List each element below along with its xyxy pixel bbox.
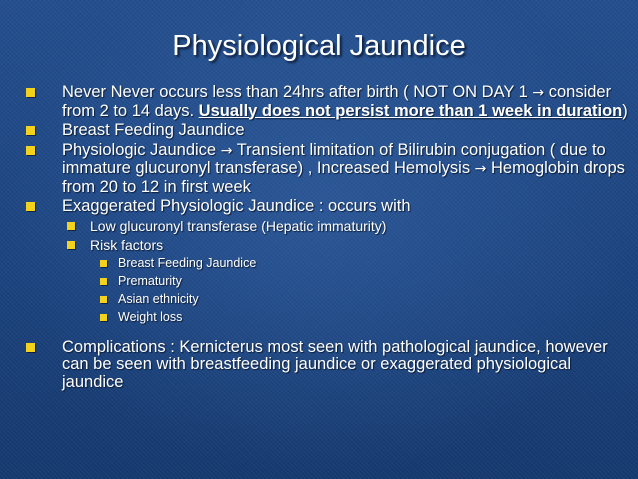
list-item-exaggerated [22, 198, 634, 216]
list-item-breast-feeding [22, 122, 634, 140]
risk-asian-ethnicity-text: Asian ethnicity [118, 291, 199, 306]
risk-item-asian-ethnicity [22, 292, 634, 307]
bullet-list [22, 84, 634, 393]
breast-feeding-text: Breast Feeding Jaundice [62, 121, 245, 139]
physiologic-cause-text: Transient limitation of Bilirubin conjugation ( due to immature glucuronyl transferase) , Increased Hemolysis [62, 140, 606, 177]
list-item-onset [22, 84, 634, 120]
risk-weight-loss-text: Weight loss [118, 309, 183, 324]
physiologic-label: Physiologic Jaundice [62, 140, 221, 159]
square-bullet-icon [67, 222, 75, 230]
exaggerated-text: Exaggerated Physiologic Jaundice : occurs with [62, 197, 411, 215]
risk-factors-text: Risk factors [90, 236, 164, 253]
square-bullet-icon [100, 278, 107, 285]
list-item-complications [22, 339, 634, 392]
arrow-right-icon: → [532, 85, 545, 101]
glucuronyl-text: Low glucuronyl transferase (Hepatic immaturity) [90, 217, 387, 234]
hemoglobin-text: Hemoglobin drops from 20 to 12 in first week [62, 159, 625, 196]
onset-text: Never Never occurs less than 24hrs after birth ( NOT ON DAY 1 [62, 83, 533, 101]
square-bullet-icon [26, 343, 35, 352]
arrow-right-icon: → [474, 161, 487, 177]
arrow-right-icon: → [220, 142, 233, 159]
square-bullet-icon [100, 314, 107, 321]
duration-emphasis: Usually does not persist more than 1 week in duration [198, 101, 623, 120]
square-bullet-icon [26, 146, 35, 155]
square-bullet-icon [26, 126, 35, 135]
square-bullet-icon [67, 241, 75, 249]
closing-paren: ) [622, 101, 628, 120]
list-item-physiologic [22, 142, 634, 197]
risk-item-weight-loss [22, 310, 634, 325]
risk-breast-feeding-text: Breast Feeding Jaundice [118, 255, 257, 270]
risk-prematurity-text: Prematurity [118, 273, 182, 288]
risk-item-breast-feeding [22, 256, 634, 271]
square-bullet-icon [26, 88, 35, 97]
sub-item-risk-factors [22, 237, 634, 254]
complications-text: Complications : Kernicterus most seen with pathological jaundice, however can be seen with breastfeeding jaundice or exaggerated physiological jaundice [62, 337, 608, 391]
square-bullet-icon [100, 260, 107, 267]
slide-title: Physiological Jaundice [172, 30, 466, 62]
risk-item-prematurity [22, 274, 634, 289]
onset-duration-text: consider from 2 to 14 days. [62, 83, 612, 120]
square-bullet-icon [26, 202, 35, 211]
sub-item-glucuronyl [22, 218, 634, 235]
square-bullet-icon [100, 296, 107, 303]
